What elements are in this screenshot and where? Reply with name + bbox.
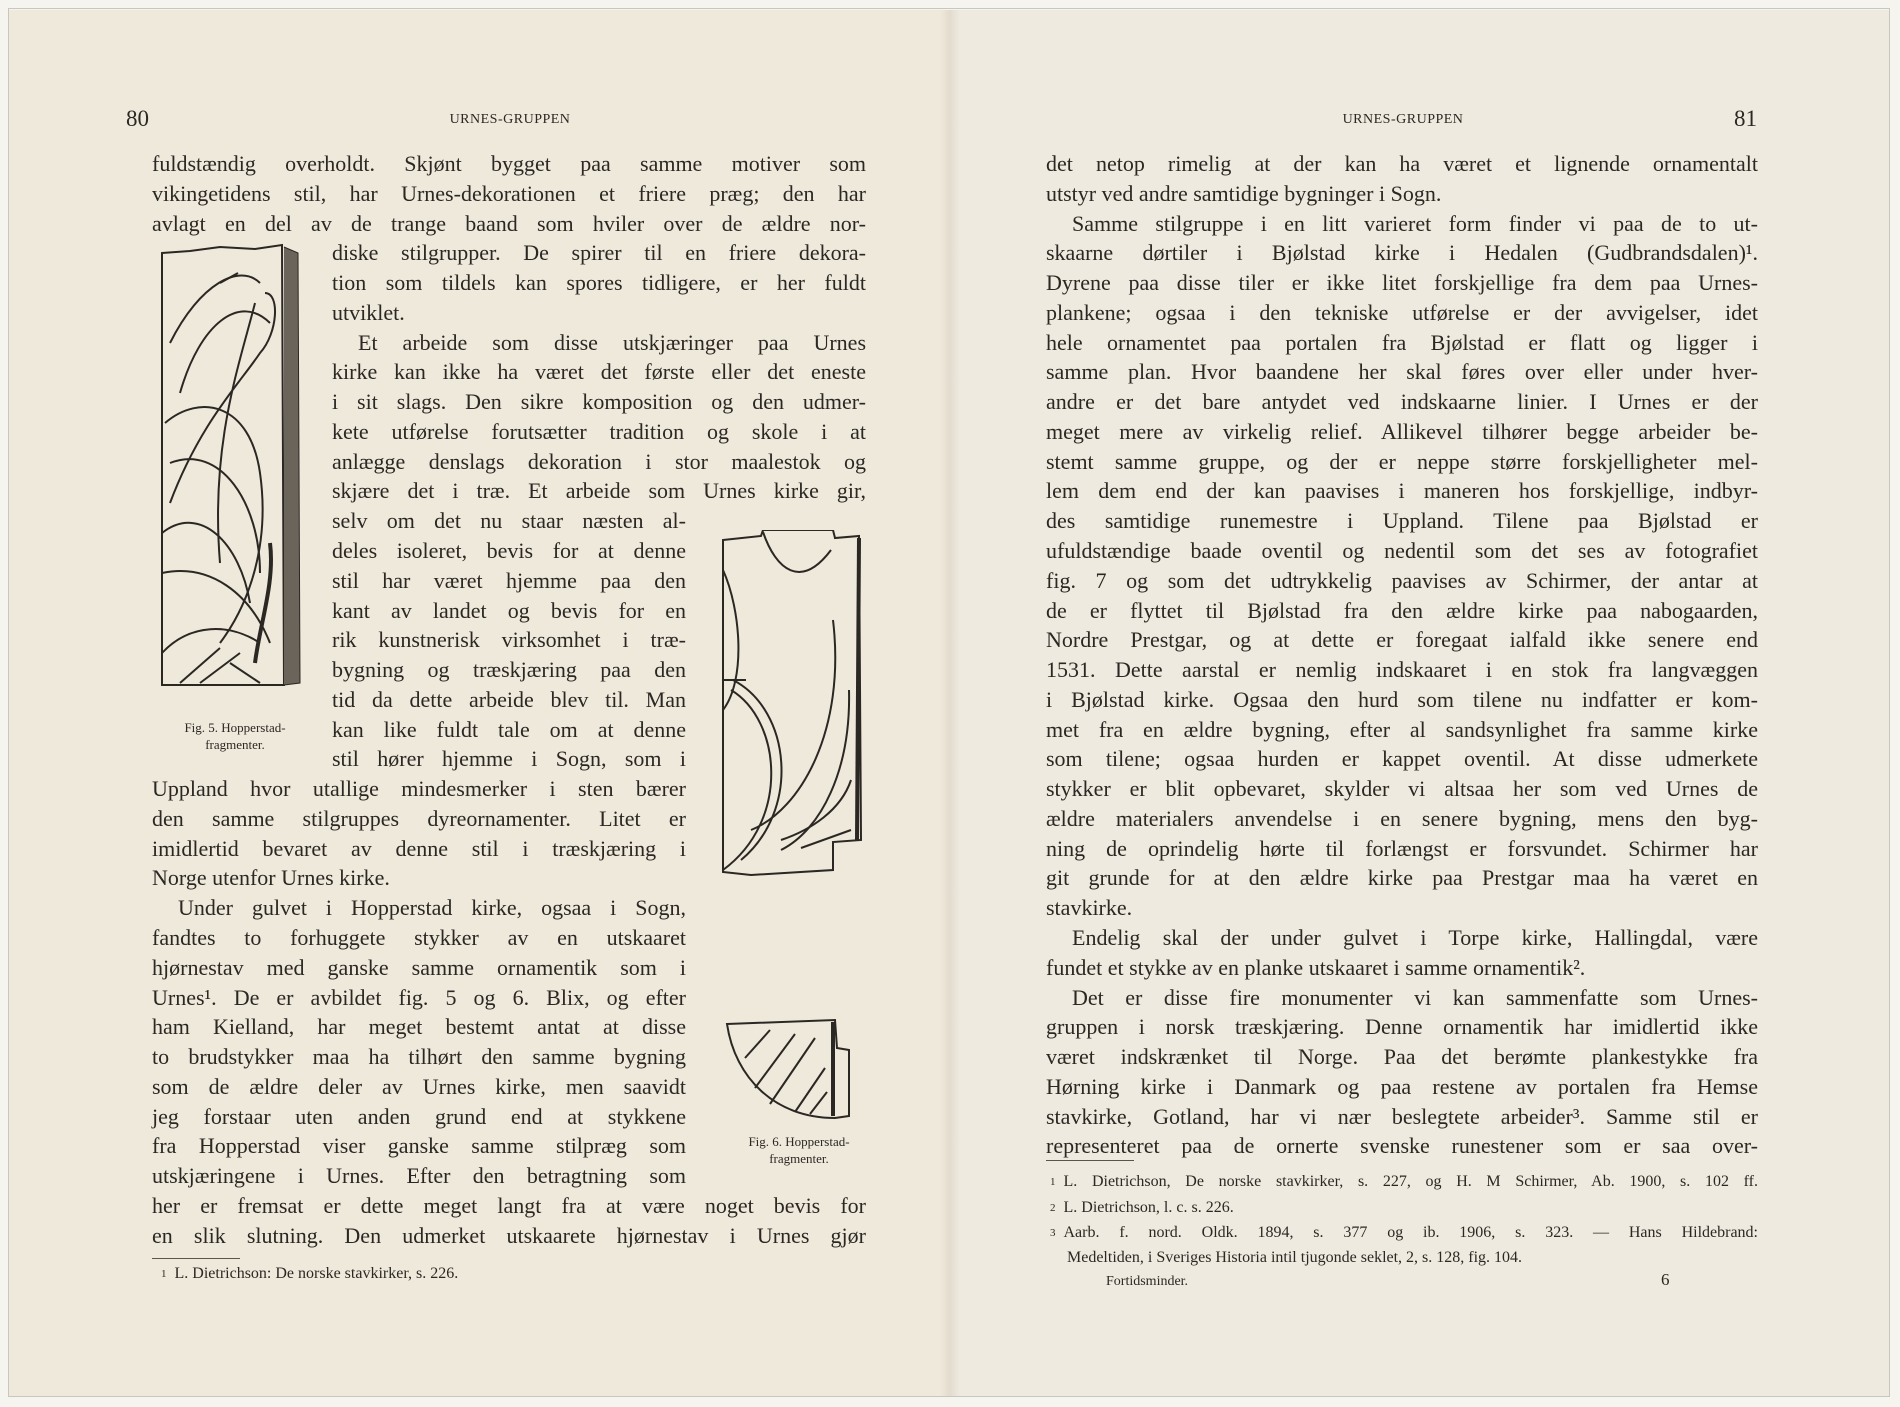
text-line: den samme stilgruppes dyreornamenter. Litet er [152, 805, 686, 831]
text-line: Hørning kirke i Danmark og paa restene av portalen fra Hemse [1046, 1073, 1758, 1099]
footnote-text: Aarb. f. nord. Oldk. 1894, s. 377 og ib. 1906, s. 323. — Hans Hildebrand: [1063, 1224, 1758, 1241]
text-line: diske stilgrupper. De spirer til en friere dekora- [332, 240, 866, 266]
text-line: stavkirke. [1046, 895, 1133, 921]
text-line: tid da dette arbeide blev til. Man [332, 686, 686, 712]
text-line: imidlertid bevaret av denne stil i træskjæring i [152, 835, 686, 861]
footnote-text: L. Dietrichson, l. c. s. 226. [1063, 1199, 1234, 1216]
footnote-4 [1067, 1247, 1758, 1269]
text-line: lem dem end der kan paavises i maneren hos forskjellige, indbyr- [1046, 478, 1758, 504]
figure-5-illustration [160, 243, 310, 695]
figure-6-caption [709, 1133, 889, 1167]
footnote-1 [1050, 1171, 1758, 1193]
text-line: hele ornamentet paa portalen fra Bjølstad er flatt og ligger i [1046, 329, 1758, 355]
footnote-2 [1050, 1197, 1758, 1219]
footnote-mark: 1 [161, 1268, 167, 1280]
text-line: skjære det i træ. Et arbeide som Urnes kirke gir, [332, 478, 866, 504]
text-line: stemt samme gruppe, og der er neppe større forskjelligheter mel- [1046, 448, 1758, 474]
text-line: i Bjølstad kirke. Ogsaa den hurd som tilene nu indfatter er kom- [1046, 686, 1758, 712]
text-line: Norge utenfor Urnes kirke. [152, 865, 390, 891]
text-line: kirke kan ikke ha været det første eller det eneste [332, 359, 866, 385]
text-line: stykker er blit opbevaret, skylder vi altsaa her som ved Urnes de [1046, 776, 1758, 802]
text-line: som de ældre deler av Urnes kirke, men saavidt [152, 1073, 686, 1099]
text-line: anlægge denslags dekoration i stor maalestok og [332, 448, 866, 474]
footnote-mark: 2 [1050, 1202, 1056, 1214]
footnote-mark: 3 [1050, 1227, 1056, 1239]
running-head: URNES-GRUPPEN [1342, 112, 1464, 127]
footnote-text: L. Dietrichson: De norske stavkirker, s. 226. [174, 1265, 459, 1282]
text-line: met fra en ældre bygning, efter al sandsynlighet fra samme kirke [1046, 716, 1758, 742]
running-head: URNES-GRUPPEN [449, 112, 571, 127]
text-line: representeret paa de ornerte svenske runestener som er saa over- [1046, 1133, 1758, 1159]
book-gutter [940, 10, 960, 1396]
text-line: det netop rimelig at der kan ha været et lignende ornamentalt [1046, 151, 1758, 176]
text-line: stil har været hjemme paa den [332, 567, 686, 593]
signature-label: Fortidsminder. [1106, 1274, 1189, 1289]
text-line: deles isoleret, bevis for at denne [332, 538, 686, 563]
text-line: Uppland hvor utallige mindesmerker i sten bærer [152, 776, 686, 802]
text-line: Samme stilgruppe i en litt varieret form finder vi paa de to ut- [1072, 210, 1758, 236]
page-number: 81 [1734, 106, 1757, 131]
text-line: ældre materialers anvendelse i en senere bygning, mens den byg- [1046, 805, 1758, 831]
figure-6-illustration [721, 530, 866, 985]
text-line: fuldstændig overholdt. Skjønt bygget paa samme motiver som [152, 151, 866, 176]
text-line: utviklet. [332, 299, 405, 325]
left-page [9, 10, 950, 1396]
footnote-1 [161, 1263, 861, 1285]
text-line: de er flyttet til Bjølstad fra den ældre kirke paa nabogaarden, [1046, 597, 1758, 623]
right-page [950, 10, 1889, 1396]
figure-6-fragment-illustration [725, 1018, 861, 1124]
caption-line: Fig. 5. Hopperstad- [184, 720, 286, 735]
text-line: som tilene; ogsaa hurden er kappet oventil. At disse udmerkete [1046, 746, 1758, 772]
text-line: Endelig skal der under gulvet i Torpe kirke, Hallingdal, være [1072, 925, 1758, 951]
text-line: Urnes¹. De er avbildet fig. 5 og 6. Blix, og efter [152, 984, 686, 1010]
figure-5-caption [145, 719, 325, 753]
text-line: hjørnestav med ganske samme ornamentik som i [152, 954, 686, 980]
text-line: kan like fuldt tale om at denne [332, 716, 686, 742]
text-line: to brudstykker maa ha tilhørt den samme bygning [152, 1044, 686, 1070]
text-line: skaarne dørtiler i Bjølstad kirke i Hedalen (Gudbrandsdalen)¹. [1046, 240, 1758, 266]
text-line: her er fremsat er dette meget langt fra at være noget bevis for [152, 1192, 866, 1218]
text-line: fundet et stykke av en planke utskaaret i samme ornamentik². [1046, 954, 1586, 980]
text-line: bygning og træskjæring paa den [332, 657, 686, 683]
footnote-text: Medeltiden, i Sveriges Historia intil tjugonde seklet, 2, s. 128, fig. 104. [1067, 1249, 1523, 1266]
caption-line: fragmenter. [205, 737, 265, 752]
signature-number: 6 [1661, 1270, 1670, 1289]
text-line: Det er disse fire monumenter vi kan sammenfatte som Urnes- [1072, 984, 1758, 1010]
footnote-rule [152, 1258, 240, 1259]
text-line: i sit slags. Den sikre komposition og den udmer- [332, 389, 866, 415]
text-line: stavkirke, Gotland, har vi nær beslegtete arbeider³. Samme stil er [1046, 1103, 1758, 1129]
text-line: fra Hopperstad viser ganske samme stilpræg som [152, 1133, 686, 1159]
text-line: samme plan. Hvor baandene her skal føres over eller under hver- [1046, 359, 1758, 385]
text-line: gruppen i norsk træskjæring. Denne ornamentik har imidlertid ikke [1046, 1014, 1758, 1040]
text-line: tion som tildels kan spores tidligere, er her fuldt [332, 270, 866, 296]
text-line: fandtes to forhuggete stykker av en utskaaret [152, 925, 686, 951]
page-number: 80 [126, 106, 149, 131]
text-line: plankene; ogsaa i den tekniske utførelse er der avvigelser, idet [1046, 299, 1758, 325]
text-line: stil hører hjemme i Sogn, som i [332, 746, 686, 772]
text-line: ufuldstændige baade oventil og nedentil som det ses av fotografiet [1046, 538, 1758, 563]
text-line: vikingetidens stil, har Urnes-dekorationen et friere præg; den har [152, 180, 866, 206]
text-line: selv om det nu staar næsten al- [332, 508, 686, 534]
text-line: ning de oprindelig hørte til forlængst er forsvundet. Schirmer har [1046, 835, 1758, 861]
text-line: andre er det bare antydet ved indskaarne linier. I Urnes er der [1046, 389, 1758, 415]
text-line: utskjæringene i Urnes. Efter den betragtning som [152, 1163, 686, 1189]
text-line: Et arbeide som disse utskjæringer paa Urnes [358, 329, 866, 355]
text-line: ham Kielland, har meget bestemt antat at disse [152, 1014, 686, 1040]
text-line: kant av landet og bevis for en [332, 597, 686, 623]
text-line: været indskrænket til Norge. Paa det berømte plankestykke fra [1046, 1044, 1758, 1070]
footnote-text: L. Dietrichson, De norske stavkirker, s. 227, og H. M Schirmer, Ab. 1900, s. 102 ff. [1063, 1173, 1758, 1190]
text-line: utstyr ved andre samtidige bygninger i Sogn. [1046, 180, 1442, 206]
text-line: rik kunstnerisk virksomhet i træ- [332, 627, 686, 653]
text-line: fig. 7 og som det udtrykkelig paavises av Schirmer, der antar at [1046, 567, 1758, 593]
text-line: des samtidige runemestre i Uppland. Tilene paa Bjølstad er [1046, 508, 1758, 534]
text-line: kete utførelse forutsætter tradition og skole i at [332, 418, 866, 444]
text-line: jeg forstaar uten anden grund end at stykkene [152, 1103, 686, 1129]
text-line: Dyrene paa disse tiler er ikke litet forskjellige fra dem paa Urnes- [1046, 270, 1758, 296]
text-line: Under gulvet i Hopperstad kirke, ogsaa i Sogn, [178, 895, 686, 921]
caption-line: Fig. 6. Hopperstad- [748, 1134, 850, 1149]
text-line: Nordre Prestgar, og at dette er foregaat ialfald ikke senere end [1046, 627, 1758, 653]
text-line: meget mere av virkelig relief. Allikevel tilhører begge arbeider be- [1046, 418, 1758, 444]
caption-line: fragmenter. [769, 1151, 829, 1166]
text-line: 1531. Dette aarstal er nemlig indskaaret i en stok fra langvæggen [1046, 657, 1758, 683]
footnote-mark: 1 [1050, 1176, 1056, 1188]
text-line: avlagt en del av de trange baand som hviler over de ældre nor- [152, 210, 866, 236]
text-line: en slik slutning. Den udmerket utskaarete hjørnestav i Urnes gjør [152, 1222, 866, 1248]
text-line: git grunde for at den ældre kirke paa Prestgar maa ha været en [1046, 865, 1758, 891]
footnote-3 [1050, 1222, 1758, 1244]
